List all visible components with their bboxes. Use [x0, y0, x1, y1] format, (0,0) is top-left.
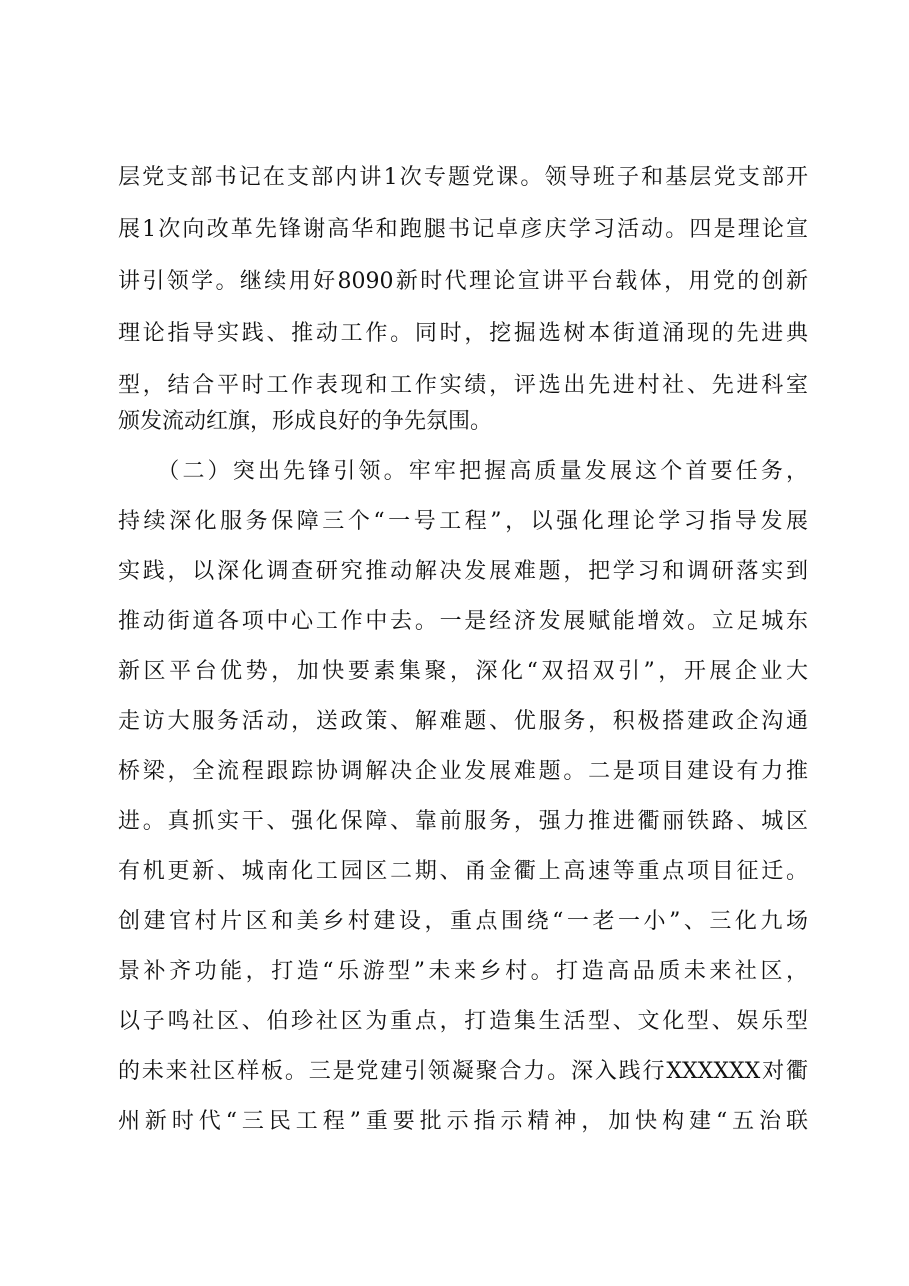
text-line: 持续深化服务保障三个“一号工程”，以强化理论学习指导发展: [118, 509, 808, 534]
text-line: 走访大服务活动，送政策、解难题、优服务，积极搭建政企沟通: [118, 709, 808, 734]
text-line: 理论指导实践、推动工作。同时，挖掘选树本街道涌现的先进典: [118, 321, 808, 346]
text-line: 讲引领学。继续用好8090新时代理论宣讲平台载体，用党的创新: [118, 269, 808, 294]
text-line: 颁发流动红旗，形成良好的争先氛围。: [118, 409, 493, 434]
text-line: 景补齐功能，打造“乐游型”未来乡村。打造高品质未来社区，: [118, 959, 808, 984]
text-line: 展1次向改革先锋谢高华和跑腿书记卓彦庆学习活动。四是理论宣: [118, 217, 808, 242]
text-line: 的未来社区样板。三是党建引领凝聚合力。深入践行XXXXXX对衢: [118, 1059, 808, 1084]
text-line: 新区平台优势，加快要素集聚，深化“双招双引”，开展企业大: [118, 659, 808, 684]
text-line: （二）突出先锋引领。牢牢把握高质量发展这个首要任务，: [118, 459, 808, 484]
text-line: 层党支部书记在支部内讲1次专题党课。领导班子和基层党支部开: [118, 165, 808, 190]
text-line: 以子鸣社区、伯珍社区为重点，打造集生活型、文化型、娱乐型: [118, 1009, 808, 1034]
text-line: 型，结合平时工作表现和工作实绩，评选出先进村社、先进科室: [118, 373, 808, 398]
text-line: 桥梁，全流程跟踪协调解决企业发展难题。二是项目建设有力推: [118, 759, 808, 784]
text-line: 实践，以深化调查研究推动解决发展难题，把学习和调研落实到: [118, 559, 808, 584]
text-line: 进。真抓实干、强化保障、靠前服务，强力推进衢丽铁路、城区: [118, 809, 808, 834]
text-line: 州新时代“三民工程”重要批示指示精神，加快构建“五治联: [118, 1109, 808, 1134]
text-line: 有机更新、城南化工园区二期、甬金衢上高速等重点项目征迁。: [118, 859, 808, 884]
text-line: 创建官村片区和美乡村建设，重点围绕“一老一小”、三化九场: [118, 909, 808, 934]
text-line: 推动街道各项中心工作中去。一是经济发展赋能增效。立足城东: [118, 609, 808, 634]
